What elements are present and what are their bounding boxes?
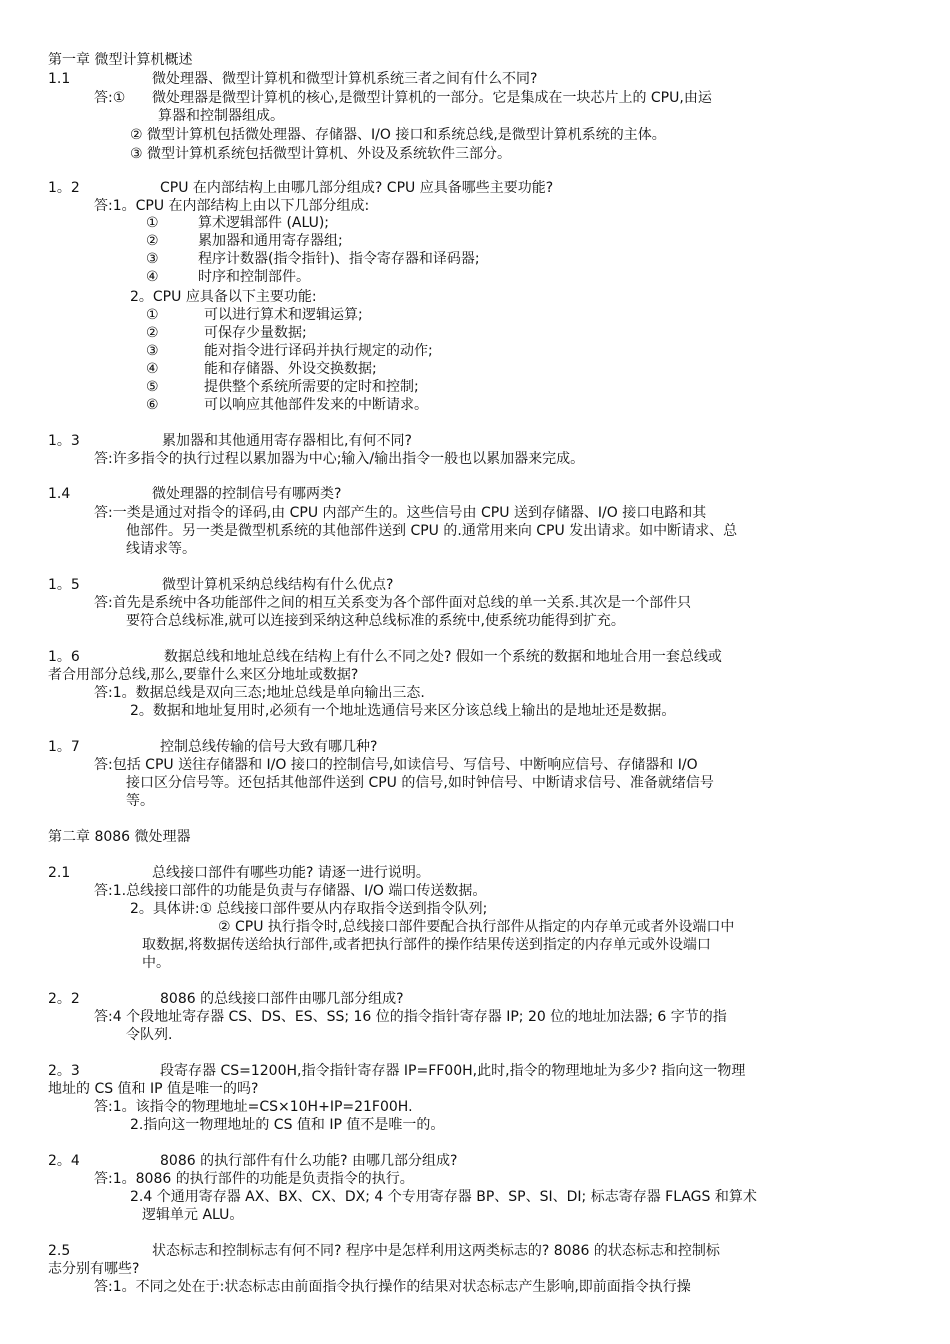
answer-text: 令队列. (126, 1027, 173, 1043)
answer-text: 答:包括 CPU 送往存储器和 I/O 接口的控制信号,如读信号、写信号、中断响应信号、存储器和 I/O (94, 757, 698, 773)
answer-text: 2.指向这一物理地址的 CS 值和 IP 值不是唯一的。 (130, 1117, 445, 1133)
answer-text: 答:1。不同之处在于:状态标志由前面指令执行操作的结果对状态标志产生影响,即前面指令执行操 (94, 1279, 691, 1295)
question-text: 数据总线和地址总线在结构上有什么不同之处? 假如一个系统的数据和地址合用一套总线或 (164, 649, 722, 665)
list-marker: ② (146, 325, 159, 341)
question-text: 总线接口部件有哪些功能? 请逐一进行说明。 (152, 865, 430, 881)
answer-text: 2。数据和地址复用时,必须有一个地址选通信号来区分该总线上输出的是地址还是数据。 (130, 703, 676, 719)
question-number: 1.1 (48, 71, 71, 87)
question-text: CPU 在内部结构上由哪几部分组成? CPU 应具备哪些主要功能? (160, 180, 554, 196)
answer-text: 2。CPU 应具备以下主要功能: (130, 289, 317, 305)
answer-text: 他部件。另一类是微型机系统的其他部件送到 CPU 的.通常用来向 CPU 发出请求。如中断请求、总 (126, 523, 738, 539)
question-text: 微处理器、微型计算机和微型计算机系统三者之间有什么不同? (152, 71, 538, 87)
question-number: 2。2 (48, 991, 80, 1007)
question-number: 1。2 (48, 180, 80, 196)
answer-text: 答:1。该指令的物理地址=CS×10H+IP=21F00H. (94, 1099, 413, 1115)
question-number: 1.4 (48, 486, 71, 502)
answer-text: 取数据,将数据传送给执行部件,或者把执行部件的操作结果传送到指定的内存单元或外设端口 (142, 937, 711, 953)
question-number: 1。7 (48, 739, 80, 755)
question-number: 1。6 (48, 649, 80, 665)
answer-text: 答:许多指令的执行过程以累加器为中心;输入/输出指令一般也以累加器来完成。 (94, 451, 585, 467)
list-item: 累加器和通用寄存器组; (198, 233, 343, 249)
chapter-title: 第二章 8086 微处理器 (48, 829, 191, 845)
list-marker: ① (146, 215, 159, 231)
list-marker: ⑥ (146, 397, 159, 413)
list-item: 算术逻辑部件 (ALU); (198, 215, 330, 231)
question-text: 微处理器的控制信号有哪两类? (152, 486, 342, 502)
question-text: 8086 的总线接口部件由哪几部分组成? (160, 991, 404, 1007)
answer-text: 答:1。数据总线是双向三态;地址总线是单向输出三态. (94, 685, 425, 701)
question-number: 2.1 (48, 865, 71, 881)
answer-text: 2。具体讲:① 总线接口部件要从内存取指令送到指令队列; (130, 901, 488, 917)
answer-text: 要符合总线标准,就可以连接到采纳这种总线标准的系统中,使系统功能得到扩充。 (126, 613, 625, 629)
answer-text: ② CPU 执行指令时,总线接口部件要配合执行部件从指定的内存单元或者外设端口中 (218, 919, 735, 935)
answer-text: 答:首先是系统中各功能部件之间的相互关系变为各个部件面对总线的单一关系.其次是一个部件只 (94, 595, 692, 611)
question-number: 1。3 (48, 433, 80, 449)
answer-text: 答:1。CPU 在内部结构上由以下几部分组成: (94, 198, 370, 214)
list-item: 可保存少量数据; (204, 325, 307, 341)
question-text: 累加器和其他通用寄存器相比,有何不同? (162, 433, 412, 449)
answer-text: ② 微型计算机包括微处理器、存储器、I/O 接口和系统总线,是微型计算机系统的主体。 (130, 127, 666, 143)
answer-text: 答:4 个段地址寄存器 CS、DS、ES、SS; 16 位的指令指针寄存器 IP; 20 位的地址加法器; 6 字节的指 (94, 1009, 727, 1025)
question-number: 2.5 (48, 1243, 71, 1259)
list-marker: ② (146, 233, 159, 249)
list-marker: ⑤ (146, 379, 159, 395)
answer-text: 微处理器是微型计算机的核心,是微型计算机的一部分。它是集成在一块芯片上的 CPU,由运 (152, 90, 712, 106)
list-item: 能和存储器、外设交换数据; (204, 361, 377, 377)
answer-text: 接口区分信号等。还包括其他部件送到 CPU 的信号,如时钟信号、中断请求信号、准备就绪信号 (126, 775, 714, 791)
answer-text: 等。 (126, 793, 154, 809)
list-item: 能对指令进行译码并执行规定的动作; (204, 343, 433, 359)
answer-text: 答:1。8086 的执行部件的功能是负责指令的执行。 (94, 1171, 414, 1187)
question-text: 地址的 CS 值和 IP 值是唯一的吗? (48, 1081, 259, 1097)
answer-text: 中。 (142, 955, 170, 971)
question-number: 2。4 (48, 1153, 80, 1169)
list-marker: ③ (146, 251, 159, 267)
list-item: 程序计数器(指令指针)、指令寄存器和译码器; (198, 251, 480, 267)
answer-text: ③ 微型计算机系统包括微型计算机、外设及系统软件三部分。 (130, 146, 511, 162)
list-item: 可以响应其他部件发来的中断请求。 (204, 397, 428, 413)
answer-text: 2.4 个通用寄存器 AX、BX、CX、DX; 4 个专用寄存器 BP、SP、SI、DI; 标志寄存器 FLAGS 和算术 (130, 1189, 757, 1205)
answer-text: 答:一类是通过对指令的译码,由 CPU 内部产生的。这些信号由 CPU 送到存储器、I/O 接口电路和其 (94, 505, 707, 521)
question-text: 微型计算机采纳总线结构有什么优点? (162, 577, 394, 593)
question-text: 者合用部分总线,那么,要靠什么来区分地址或数据? (48, 667, 359, 683)
answer-prefix: 答:① (94, 90, 126, 106)
question-text: 8086 的执行部件有什么功能? 由哪几部分组成? (160, 1153, 458, 1169)
chapter-title: 第一章 微型计算机概述 (48, 52, 193, 68)
list-marker: ③ (146, 343, 159, 359)
question-number: 2。3 (48, 1063, 80, 1079)
answer-text: 答:1.总线接口部件的功能是负责与存储器、I/O 端口传送数据。 (94, 883, 487, 899)
list-marker: ④ (146, 361, 159, 377)
question-number: 1。5 (48, 577, 80, 593)
list-item: 提供整个系统所需要的定时和控制; (204, 379, 419, 395)
answer-text: 线请求等。 (126, 541, 196, 557)
question-text: 段寄存器 CS=1200H,指令指针寄存器 IP=FF00H,此时,指令的物理地址为多少? 指向这一物理 (160, 1063, 746, 1079)
answer-text: 逻辑单元 ALU。 (142, 1207, 244, 1223)
question-text: 控制总线传输的信号大致有哪几种? (160, 739, 378, 755)
list-item: 可以进行算术和逻辑运算; (204, 307, 363, 323)
answer-text: 算器和控制器组成。 (158, 108, 284, 124)
question-text: 状态标志和控制标志有何不同? 程序中是怎样利用这两类标志的? 8086 的状态标志和控制标 (152, 1243, 720, 1259)
question-text: 志分别有哪些? (48, 1261, 140, 1277)
list-marker: ① (146, 307, 159, 323)
list-item: 时序和控制部件。 (198, 269, 310, 285)
list-marker: ④ (146, 269, 159, 285)
